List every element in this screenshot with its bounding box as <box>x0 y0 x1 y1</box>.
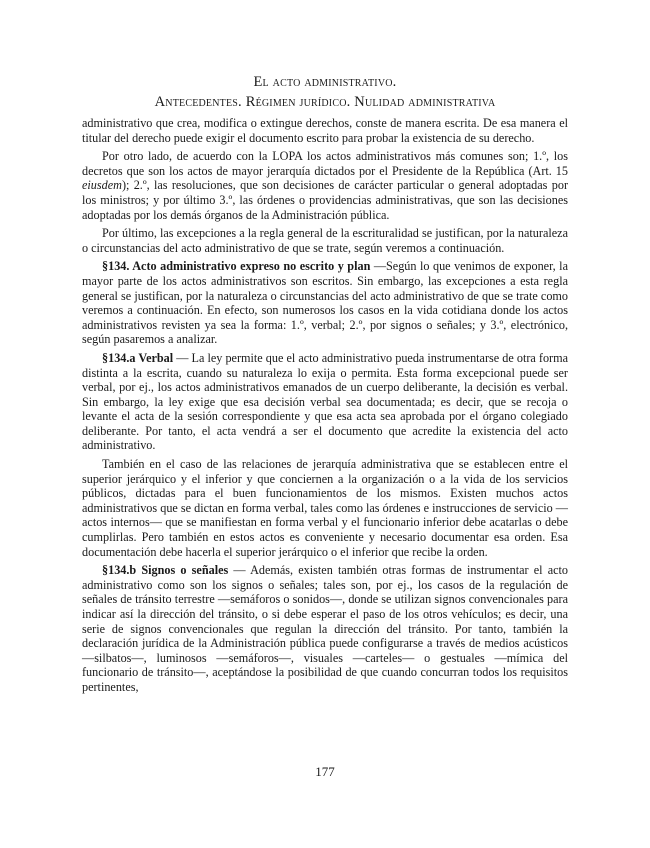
paragraph-excepciones: Por último, las excepciones a la regla general de la escrituralidad se justifican, por la naturaleza o circunstancias del acto administrativo de que se trate, según veremos a continuación. <box>82 226 568 255</box>
section-134a <box>82 351 568 453</box>
section-134a-heading: §134.a Verbal <box>102 350 174 365</box>
section-134 <box>82 259 568 347</box>
paragraph-lopa-text-a: Por otro lado, de acuerdo con la LOPA los actos administrativos más comunes son; 1.º, los decretos que son los actos de mayor jerarquía dictados por el Presidente de la República (Art. 15 <box>82 149 568 178</box>
paragraph-lopa-italic: eiusdem <box>82 178 122 193</box>
paragraph-jerarquia: También en el caso de las relaciones de jerarquía administrativa que se establecen entre el superior jerárquico y el inferior y que conciernen a la organización o a la vida de los servicios públicos, dictadas para el buen funcionamientos de los mismos. Existen muchos actos administrativos que se dictan en forma verbal, tales como las órdenes e instrucciones de servicio —actos internos— que se manifiestan en forma verbal y el funcionario inferior debe acatarlas o debe cumplirlas. Pero también en estos actos es conveniente y necesario documentar esa orden. Esa documentación debe hacerla el superior jerárquico o el inferior que recibe la orden. <box>82 457 568 559</box>
running-header <box>82 72 568 112</box>
section-134-heading: §134. Acto administrativo expreso no escrito y plan <box>102 259 371 274</box>
header-subtitle: Antecedentes. Régimen jurídico. Nulidad administrativa <box>154 94 496 110</box>
section-134b-text: — Además, existen también otras formas de instrumentar el acto administrativo como son los signos o señales; tales son, por ej., los casos de la regulación de señales de tránsito terrestre —semáforos o sonidos—, donde se utilizan signos convencionales para indicar así la dirección del tránsito, o si debe esperar el paso de los otros vehículos; es decir, una serie de signos convencionales que regulan la dirección del tránsito. Por tanto, también la declaración jurídica de la Administración pública puede configurarse a través de medios acústicos —silbatos—, luminosos —semáforos—, visuales —carteles— o gestuales —mímica del funcionario de tránsito—, aceptándose la posibilidad de que cuando concurran todos los requisitos pertinentes, <box>82 563 568 694</box>
paragraph-continuation: administrativo que crea, modifica o extingue derechos, conste de manera escrita. De esa manera el titular del derecho puede exigir el documento escrito para probar la existencia de su derecho. <box>82 116 568 145</box>
section-134-text: —Según lo que venimos de exponer, la mayor parte de los actos administrativos son escritos. Sin embargo, las excepciones a esta regla general se justifican, por la naturaleza o circunstancias del acto administrativo de que se trate como veremos a continuación. En efecto, son numerosos los casos en la vida cotidiana donde los actos administrativos revisten ya sea la forma: 1.º, verbal; 2.º, por signos o señales; y 3.º, electrónico, según pasaremos a analizar. <box>82 259 568 347</box>
paragraph-lopa <box>82 149 568 222</box>
section-134a-text: — La ley permite que el acto administrativo pueda instrumentarse de otra forma distinta a la escrita, cuando su naturaleza lo exija o permita. Esta forma excepcional puede ser verbal, por ej., los actos administrativos emanados de un cuerpo deliberante, la decisión es verbal. Sin embargo, la ley exige que esa decisión verbal sea documentada; es decir, que se recoja o levante el acta de la sesión correspondiente y que esa acta sea aprobada por el órgano colegiado deliberante. Por tanto, el acta vendrá a ser el documento que acredite la existencia del acto administrativo. <box>82 350 568 453</box>
section-134b-heading: §134.b Signos o señales <box>102 563 229 578</box>
header-title: El acto administrativo. <box>253 74 397 90</box>
page-number: 177 <box>315 764 335 779</box>
page-content <box>82 72 568 695</box>
section-134b <box>82 563 568 694</box>
paragraph-lopa-text-b: ); 2.º, las resoluciones, que son decisiones de carácter particular o general adoptadas por los ministros; y por último 3.º, las órdenes o providencias administrativas, que son las decisiones adoptadas por los demás órganos de la Administración pública. <box>82 178 568 222</box>
